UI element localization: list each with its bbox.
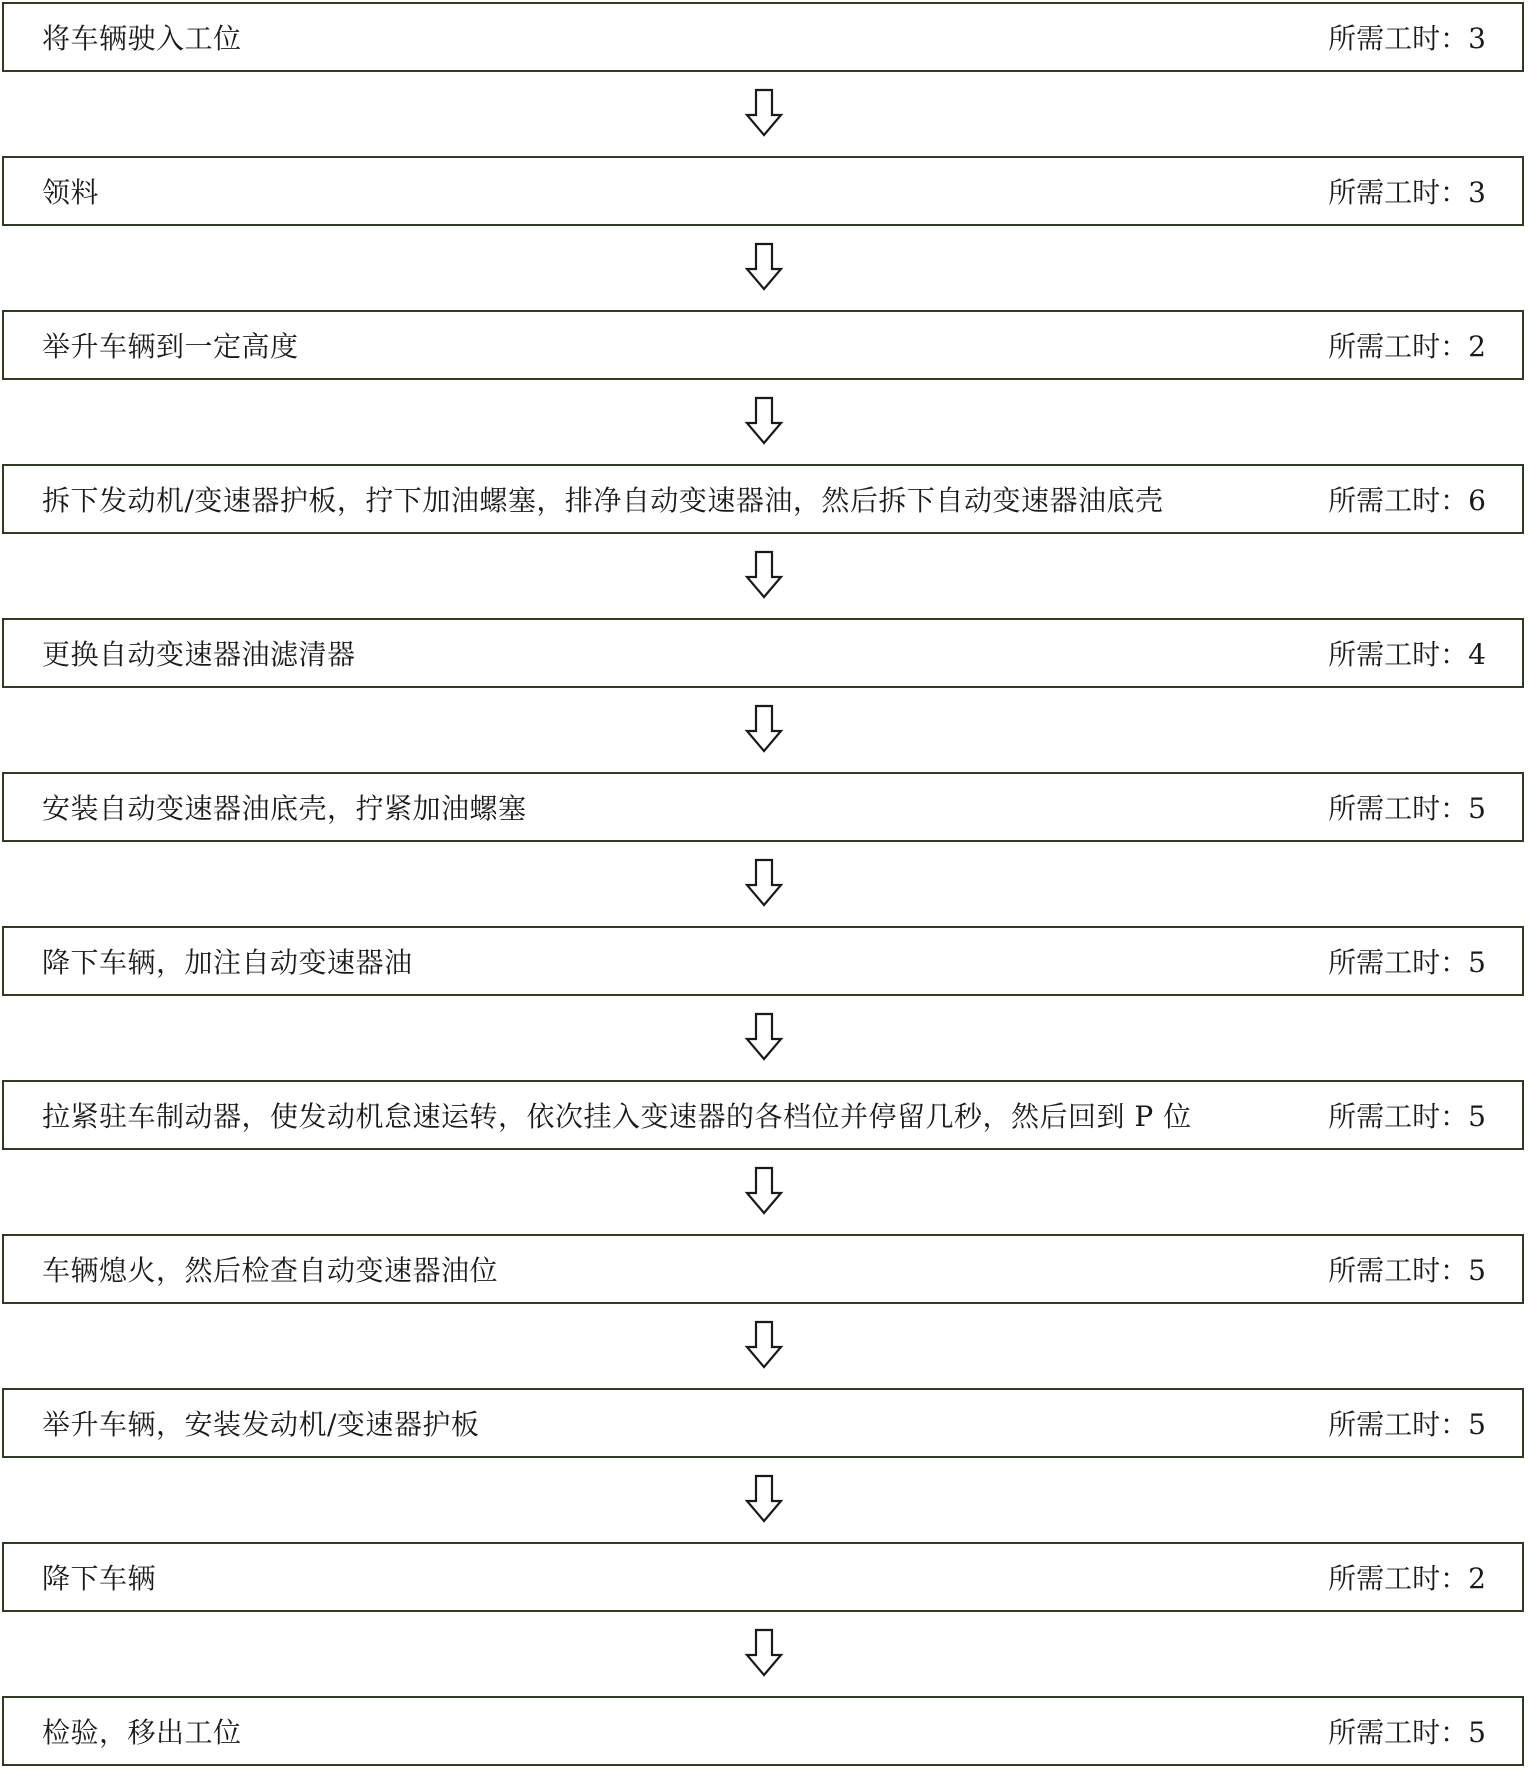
hours-label: 所需工时： bbox=[1328, 176, 1469, 209]
process-step-5 bbox=[2, 618, 1524, 688]
step-hours bbox=[1328, 479, 1486, 519]
hours-label: 所需工时： bbox=[1328, 484, 1469, 517]
step-hours bbox=[1328, 1403, 1486, 1443]
step-hours bbox=[1328, 941, 1486, 981]
step-label: 将车辆驶入工位 bbox=[42, 22, 242, 55]
hours-label: 所需工时： bbox=[1328, 330, 1469, 363]
step-hours bbox=[1328, 1095, 1486, 1135]
step-label: 拉紧驻车制动器，使发动机怠速运转，依次挂入变速器的各档位并停留几秒，然后回到 P 位 bbox=[42, 1100, 1192, 1133]
hours-label: 所需工时： bbox=[1328, 792, 1469, 825]
hours-label: 所需工时： bbox=[1328, 1716, 1469, 1749]
hours-value: 2 bbox=[1468, 330, 1486, 363]
down-arrow-icon bbox=[744, 858, 784, 908]
step-hours bbox=[1328, 1249, 1486, 1289]
step-hours bbox=[1328, 787, 1486, 827]
hours-value: 2 bbox=[1468, 1562, 1486, 1595]
step-label: 举升车辆到一定高度 bbox=[42, 330, 299, 363]
hours-value: 3 bbox=[1468, 176, 1486, 209]
step-label: 检验，移出工位 bbox=[42, 1716, 242, 1749]
hours-value: 6 bbox=[1468, 484, 1486, 517]
hours-value: 5 bbox=[1468, 1100, 1486, 1133]
step-hours bbox=[1328, 17, 1486, 57]
step-hours bbox=[1328, 171, 1486, 211]
down-arrow-icon bbox=[744, 1628, 784, 1678]
step-label: 车辆熄火，然后检查自动变速器油位 bbox=[42, 1254, 499, 1287]
down-arrow-icon bbox=[744, 1474, 784, 1524]
step-hours bbox=[1328, 1711, 1486, 1751]
step-label: 领料 bbox=[42, 176, 100, 209]
hours-label: 所需工时： bbox=[1328, 1408, 1469, 1441]
process-step-4 bbox=[2, 464, 1524, 534]
process-step-9 bbox=[2, 1234, 1524, 1304]
hours-label: 所需工时： bbox=[1328, 1100, 1469, 1133]
process-step-1 bbox=[2, 2, 1524, 72]
process-step-7 bbox=[2, 926, 1524, 996]
step-label: 降下车辆，加注自动变速器油 bbox=[42, 946, 413, 979]
step-hours bbox=[1328, 633, 1486, 673]
hours-value: 5 bbox=[1468, 946, 1486, 979]
process-step-10 bbox=[2, 1388, 1524, 1458]
hours-label: 所需工时： bbox=[1328, 946, 1469, 979]
process-step-6 bbox=[2, 772, 1524, 842]
hours-value: 3 bbox=[1468, 22, 1486, 55]
process-step-2 bbox=[2, 156, 1524, 226]
hours-label: 所需工时： bbox=[1328, 1254, 1469, 1287]
down-arrow-icon bbox=[744, 704, 784, 754]
hours-value: 5 bbox=[1468, 1254, 1486, 1287]
hours-label: 所需工时： bbox=[1328, 22, 1469, 55]
step-label: 安装自动变速器油底壳，拧紧加油螺塞 bbox=[42, 792, 527, 825]
process-step-12 bbox=[2, 1696, 1524, 1766]
hours-value: 5 bbox=[1468, 1408, 1486, 1441]
step-label: 举升车辆，安装发动机/变速器护板 bbox=[42, 1408, 480, 1441]
process-step-8 bbox=[2, 1080, 1524, 1150]
down-arrow-icon bbox=[744, 1012, 784, 1062]
hours-value: 4 bbox=[1468, 638, 1486, 671]
down-arrow-icon bbox=[744, 396, 784, 446]
step-label: 更换自动变速器油滤清器 bbox=[42, 638, 356, 671]
process-step-3 bbox=[2, 310, 1524, 380]
down-arrow-icon bbox=[744, 1320, 784, 1370]
down-arrow-icon bbox=[744, 88, 784, 138]
hours-label: 所需工时： bbox=[1328, 1562, 1469, 1595]
step-hours bbox=[1328, 325, 1486, 365]
down-arrow-icon bbox=[744, 550, 784, 600]
step-label: 拆下发动机/变速器护板，拧下加油螺塞，排净自动变速器油，然后拆下自动变速器油底壳 bbox=[42, 484, 1164, 517]
process-step-11 bbox=[2, 1542, 1524, 1612]
step-hours bbox=[1328, 1557, 1486, 1597]
hours-value: 5 bbox=[1468, 792, 1486, 825]
down-arrow-icon bbox=[744, 242, 784, 292]
step-label: 降下车辆 bbox=[42, 1562, 157, 1595]
down-arrow-icon bbox=[744, 1166, 784, 1216]
hours-label: 所需工时： bbox=[1328, 638, 1469, 671]
hours-value: 5 bbox=[1468, 1716, 1486, 1749]
